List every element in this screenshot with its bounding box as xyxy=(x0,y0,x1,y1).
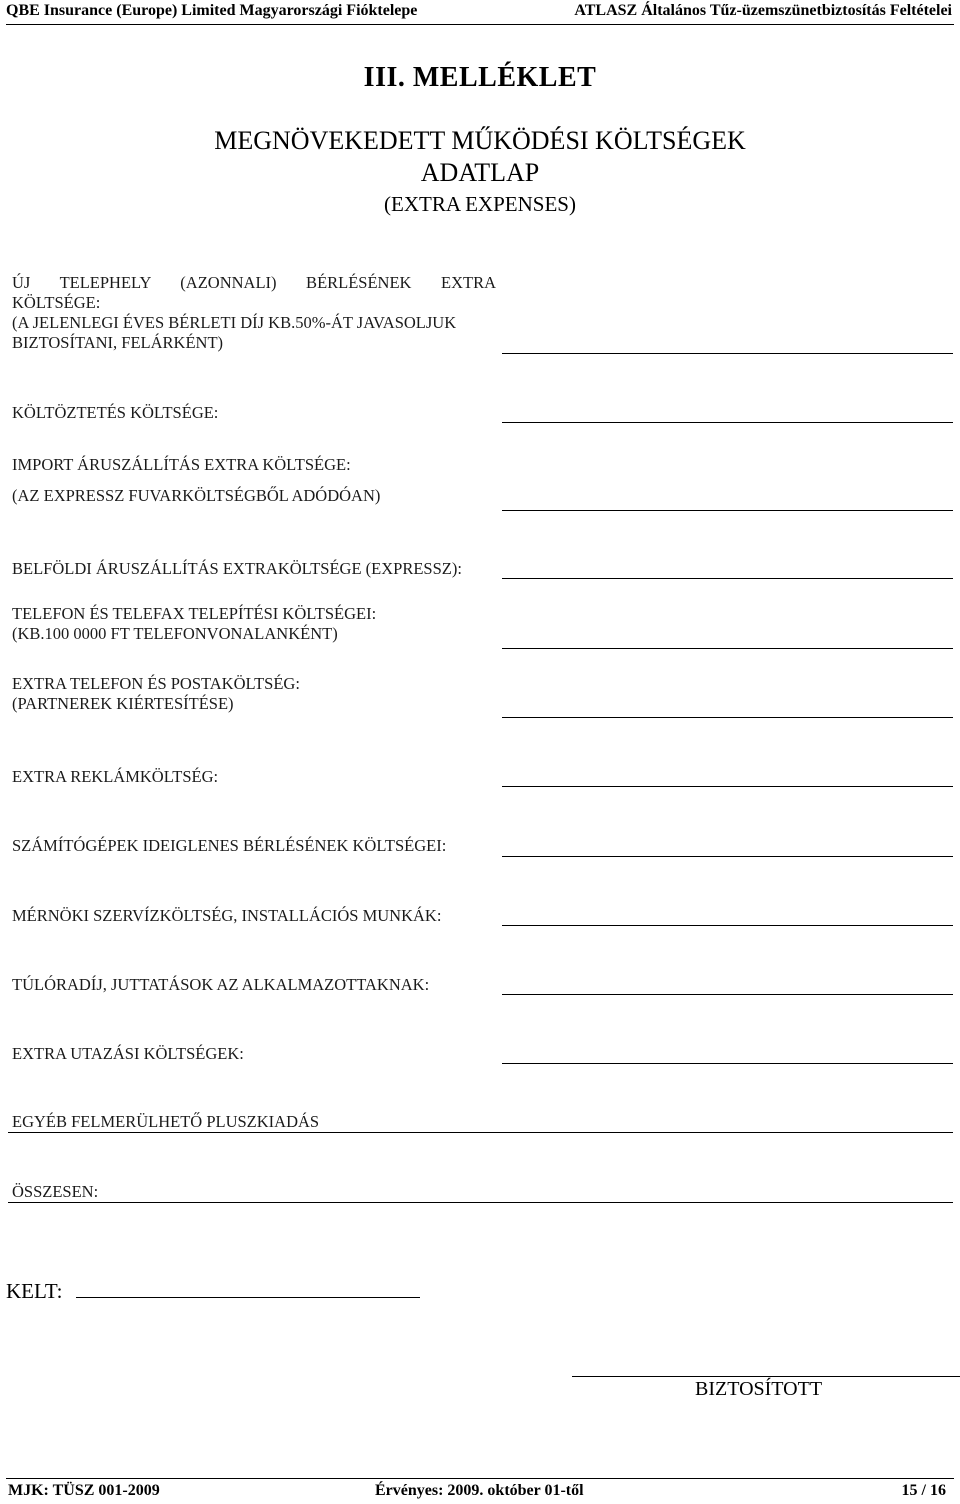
footer-validity: Érvényes: 2009. október 01-től xyxy=(375,1482,584,1499)
header-divider xyxy=(6,24,954,25)
header-company: QBE Insurance (Europe) Limited Magyarországi Fióktelepe xyxy=(6,2,418,19)
annex-title: III. MELLÉKLET xyxy=(363,62,597,93)
phone-fax-install-amount-line[interactable] xyxy=(502,648,953,649)
item-extra-travel: EXTRA UTAZÁSI KÖLTSÉGEK: xyxy=(12,1044,244,1063)
item-extra-advertising: EXTRA REKLÁMKÖLTSÉG: xyxy=(12,767,219,786)
total-amount-line[interactable] xyxy=(8,1202,953,1203)
item-engineering-service: MÉRNÖKI SZERVÍZKÖLTSÉG, INSTALLÁCIÓS MUNKÁK: xyxy=(12,906,442,925)
extra-phone-post-amount-line[interactable] xyxy=(502,717,953,718)
item-extra-phone-post: EXTRA TELEFON ÉS POSTAKÖLTSÉG: xyxy=(12,674,300,693)
domestic-transport-amount-line[interactable] xyxy=(502,578,953,579)
item-domestic-transport: BELFÖLDI ÁRUSZÁLLÍTÁS EXTRAKÖLTSÉGE (EXPRESSZ): xyxy=(12,559,462,578)
engineering-service-amount-line[interactable] xyxy=(502,925,953,926)
date-label: KELT: xyxy=(6,1279,63,1303)
header-document-title: ATLASZ Általános Tűz-üzemszünetbiztosítás Feltételei xyxy=(574,2,952,19)
item-import-transport-note: (AZ EXPRESSZ FUVARKÖLTSÉGBŐL ADÓDÓAN) xyxy=(12,486,381,505)
item-phone-fax-install: TELEFON ÉS TELEFAX TELEPÍTÉSI KÖLTSÉGEI: xyxy=(12,604,377,623)
document-title: MEGNÖVEKEDETT MŰKÖDÉSI KÖLTSÉGEK xyxy=(214,126,746,155)
item-total: ÖSSZESEN: xyxy=(12,1182,99,1201)
document-subtitle-english: (EXTRA EXPENSES) xyxy=(384,192,576,216)
item-extra-phone-post-note: (PARTNEREK KIÉRTESÍTÉSE) xyxy=(12,694,234,713)
page-number: 15 / 16 xyxy=(901,1482,946,1499)
footer-divider xyxy=(6,1478,954,1479)
other-expenses-amount-line[interactable] xyxy=(8,1132,953,1133)
moving-cost-amount-line[interactable] xyxy=(502,422,953,423)
item-overtime: TÚLÓRADÍJ, JUTTATÁSOK AZ ALKALMAZOTTAKNAK: xyxy=(12,975,430,994)
computer-rental-amount-line[interactable] xyxy=(502,856,953,857)
item-moving-cost: KÖLTÖZTETÉS KÖLTSÉGE: xyxy=(12,403,219,422)
signature-label: BIZTOSÍTOTT xyxy=(695,1378,823,1400)
extra-advertising-amount-line[interactable] xyxy=(502,786,953,787)
item-new-site-rent-line3: (A JELENLEGI ÉVES BÉRLETI DÍJ KB.50%-ÁT JAVASOLJUK xyxy=(12,313,457,332)
import-transport-amount-line[interactable] xyxy=(502,510,953,511)
item-new-site-rent-line1: ÚJ TELEPHELY (AZONNALI) BÉRLÉSÉNEK EXTRA xyxy=(12,273,496,292)
document-subtitle-adatlap: ADATLAP xyxy=(420,158,540,187)
footer-reference: MJK: TÜSZ 001-2009 xyxy=(8,1482,160,1499)
new-site-rent-amount-line[interactable] xyxy=(502,353,953,354)
signature-line[interactable] xyxy=(572,1376,960,1377)
item-import-transport: IMPORT ÁRUSZÁLLÍTÁS EXTRA KÖLTSÉGE: xyxy=(12,455,351,474)
extra-travel-amount-line[interactable] xyxy=(502,1063,953,1064)
item-other-expenses: EGYÉB FELMERÜLHETŐ PLUSZKIADÁS xyxy=(12,1112,320,1131)
item-new-site-rent-line2: KÖLTSÉGE: xyxy=(12,293,101,312)
item-phone-fax-install-note: (KB.100 0000 FT TELEFONVONALANKÉNT) xyxy=(12,624,338,643)
overtime-amount-line[interactable] xyxy=(502,994,953,995)
item-computer-rental: SZÁMÍTÓGÉPEK IDEIGLENES BÉRLÉSÉNEK KÖLTSÉGEI: xyxy=(12,836,447,855)
date-field-line[interactable] xyxy=(76,1297,420,1298)
item-new-site-rent-line4: BIZTOSÍTANI, FELÁRKÉNT) xyxy=(12,333,224,352)
